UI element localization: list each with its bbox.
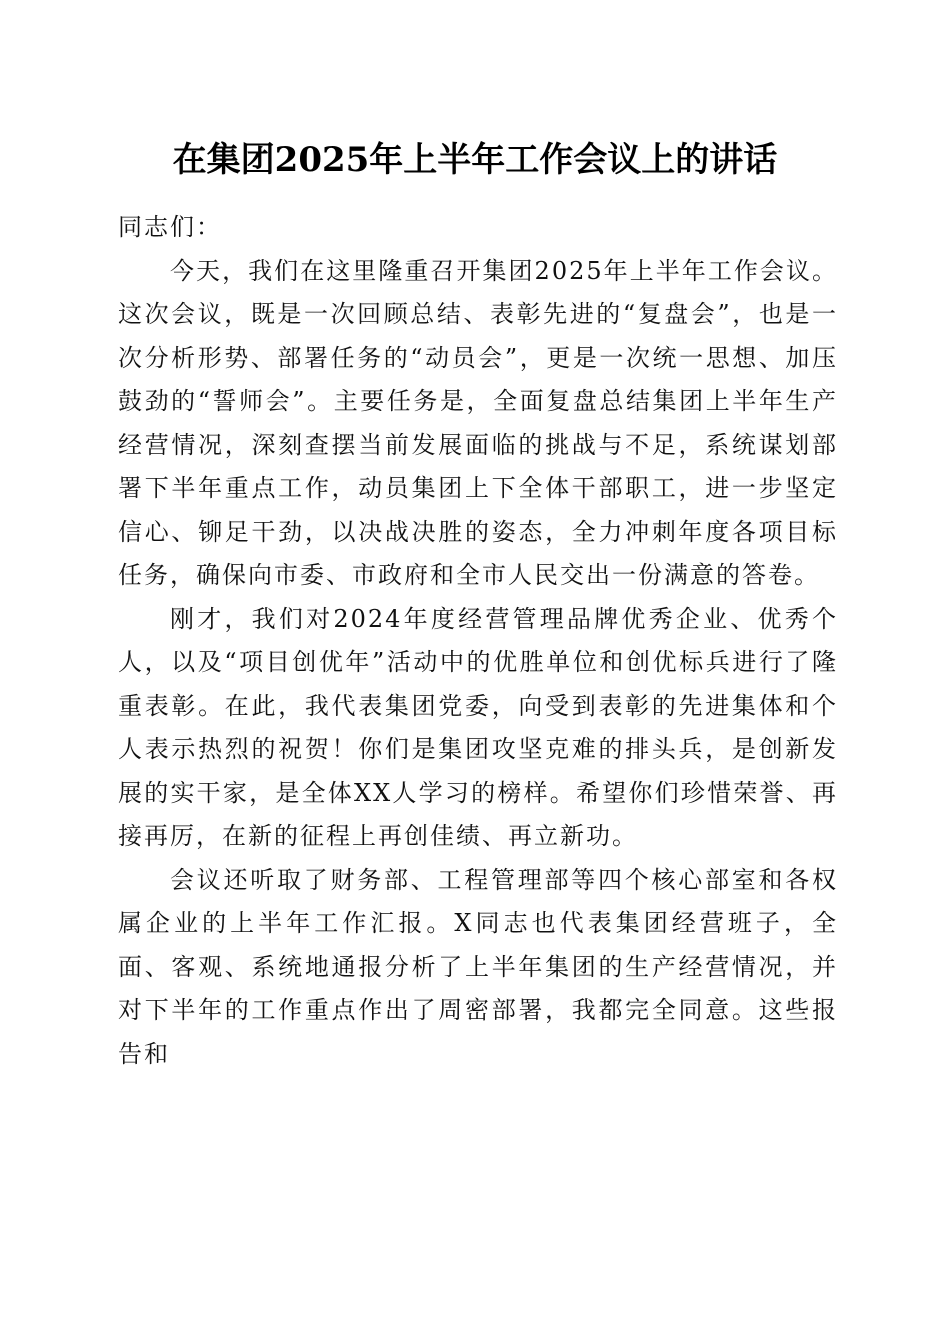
document-body [118, 206, 838, 1076]
paragraph-2: 刚才，我们对2024年度经营管理品牌优秀企业、优秀个人，以及“项目创优年”活动中的优胜单位和创优标兵进行了隆重表彰。在此，我代表集团党委，向受到表彰的先进集体和个人表示热烈的祝贺！你们是集团攻坚克难的排头兵，是创新发展的实干家，是全体XX人学习的榜样。希望你们珍惜荣誉、再接再厉，在新的征程上再创佳绩、再立新功。 [118, 604, 838, 850]
paragraph-3: 会议还听取了财务部、工程管理部等四个核心部室和各权属企业的上半年工作汇报。X同志也代表集团经营班子，全面、客观、系统地通报分析了上半年集团的生产经营情况，并对下半年的工作重点作出了周密部署，我都完全同意。这些报告和 [118, 865, 838, 1068]
document-title: 在集团2025年上半年工作会议上的讲话 [172, 140, 778, 180]
salutation: 同志们： [118, 213, 222, 241]
paragraph-1: 今天，我们在这里隆重召开集团2025年上半年工作会议。这次会议，既是一次回顾总结、表彰先进的“复盘会”，也是一次分析形势、部署任务的“动员会”，更是一次统一思想、加压鼓劲的“誓师会”。主要任务是，全面复盘总结集团上半年生产经营情况，深刻查摆当前发展面临的挑战与不足，系统谋划部署下半年重点工作，动员集团上下全体干部职工，进一步坚定信心、铆足干劲，以决战决胜的姿态，全力冲刺年度各项目标任务，确保向市委、市政府和全市人民交出一份满意的答卷。 [118, 256, 838, 589]
